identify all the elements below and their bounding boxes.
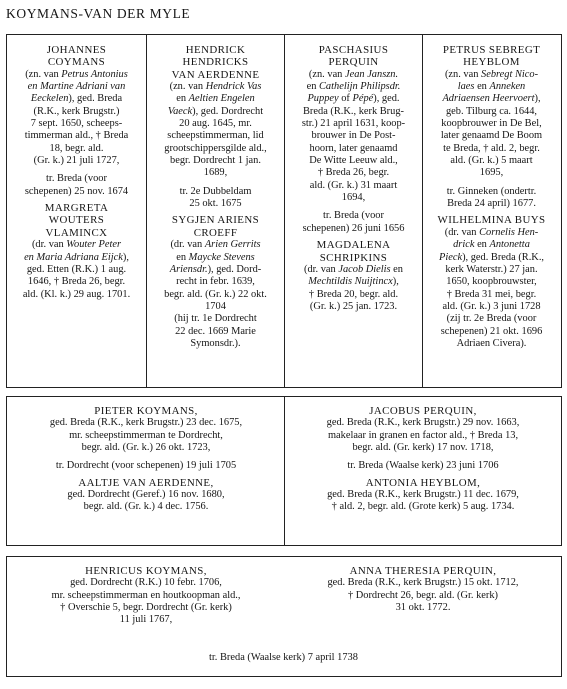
bio-line	[286, 106, 421, 118]
final-marriage: tr. Breda (Waalse kerk) 7 april 1738	[209, 652, 358, 663]
bio-line	[286, 301, 421, 313]
bio-text: (hij tr. 1e Dordrecht	[174, 313, 257, 325]
bio-text: str.) 21 april 1631, koop-	[301, 118, 406, 130]
bio-line	[148, 252, 283, 264]
bio-text: 1695,	[479, 167, 504, 179]
bio-text: ged. Etten (R.K.) 1 aug.	[26, 263, 127, 275]
bio-line	[10, 489, 282, 501]
bio-line	[424, 143, 559, 155]
person-name: PASCHASIUS	[318, 44, 389, 56]
bio-line	[8, 81, 145, 93]
bio-italic-text: Adriaensen Heervoert	[442, 93, 535, 105]
bio-line	[148, 167, 283, 179]
bio-line	[287, 577, 559, 589]
divider	[422, 34, 423, 387]
bio-text: (dr. van	[31, 239, 67, 251]
person-name: HENDRICKS	[182, 56, 249, 69]
bio-text: (Gr. k.) 21 juli 1727,	[33, 155, 120, 167]
bio-text: (dr. van	[170, 239, 205, 251]
bio-italic-text: Puppey	[307, 93, 339, 105]
bio-line	[424, 313, 559, 325]
bio-italic-text: Wouter Peter	[66, 239, 122, 251]
person-cell	[10, 565, 282, 627]
bio-italic-text: Pépé	[352, 93, 374, 105]
bio-line	[424, 81, 559, 93]
couple-cell	[148, 44, 283, 350]
bio-text: † Breda 20, begr. ald.	[308, 288, 399, 300]
bio-line	[286, 93, 421, 105]
bio-text: ), ged. Breda (R.K.,	[462, 251, 545, 263]
bio-text: koopbrouwer in De Bel,	[441, 118, 542, 130]
bio-italic-text: en Maria Adriana Eijck	[24, 251, 123, 263]
bio-line	[10, 590, 282, 602]
bio-italic-text: Anneken	[489, 81, 526, 93]
bio-line	[8, 276, 145, 288]
bio-line	[8, 289, 145, 301]
bio-line	[424, 93, 559, 105]
person-name: SCHRIPKINS	[319, 251, 388, 264]
bio-line	[10, 417, 282, 429]
bio-line	[424, 155, 559, 167]
bio-italic-text: Jacob Dielis	[338, 263, 391, 275]
bio-text: 20 aug. 1645, mr.	[179, 118, 252, 130]
bio-line	[10, 577, 282, 589]
bio-text: 1689,	[203, 167, 228, 179]
couple-cell	[286, 44, 421, 313]
page-title: KOYMANS-VAN DER MYLE	[6, 6, 191, 21]
bio-line	[8, 239, 145, 251]
bio-italic-text: Antonetta	[489, 239, 530, 251]
bio-line	[424, 118, 559, 130]
bio-text: brouwer in De Post-	[311, 130, 396, 142]
divider	[284, 34, 285, 387]
bio-text: en	[306, 81, 319, 93]
person-name: ANTONIA HEYBLOM,	[365, 476, 481, 489]
bio-line	[424, 276, 559, 288]
bio-line	[148, 106, 283, 118]
bio-text: of	[338, 93, 353, 105]
person-name: HEYBLOM	[463, 56, 520, 69]
bio-line	[8, 118, 145, 130]
bio-line	[287, 602, 559, 614]
bio-text: Adriaen Civera).	[456, 337, 527, 349]
bio-text: ald. (Kl. k.) 29 aug. 1701.	[22, 288, 131, 300]
bio-line	[287, 489, 559, 501]
bio-text: ald. (Gr. k.) 5 maart	[450, 155, 533, 167]
bio-line	[148, 313, 283, 325]
bio-text: schepenen) 21 okt. 1696	[440, 325, 543, 337]
bio-line	[8, 106, 145, 118]
bio-line	[148, 130, 283, 142]
bio-line	[148, 155, 283, 167]
bio-text: Symonsdr.).	[190, 337, 241, 349]
bio-line	[424, 338, 559, 350]
person-name: PERQUIN	[328, 56, 379, 69]
bio-line	[148, 81, 283, 93]
person-name: ANNA THERESIA PERQUIN,	[349, 565, 497, 577]
bio-line	[286, 130, 421, 142]
bio-italic-text: Cathelijn Philipsdr.	[319, 81, 401, 93]
bio-line	[287, 430, 559, 442]
bio-line	[424, 227, 559, 239]
bio-line	[286, 118, 421, 130]
marriage-line: tr. Breda (voor	[46, 173, 107, 185]
bio-text: ), ged. Breda	[68, 93, 123, 105]
bio-line	[286, 264, 421, 276]
marriage-line: tr. Ginneken (ondertr.	[446, 185, 537, 197]
bio-text: (zij tr. 2e Breda (voor	[446, 313, 537, 325]
bio-text: en	[474, 81, 490, 93]
bio-line	[148, 239, 283, 251]
bio-text: ), ged.	[373, 93, 400, 105]
bio-text: mr. scheepstimmerman en houtkoopman ald.,	[51, 589, 241, 601]
bio-text: † Overschie 5, begr. Dordrecht (Gr. kerk)	[60, 602, 232, 614]
marriage-line: tr. Breda (Waalse kerk) 23 juni 1706	[347, 460, 499, 472]
bio-text: hoorn, later genaamd	[309, 142, 398, 154]
bio-italic-text: Vaeck	[167, 105, 193, 117]
bio-line	[10, 430, 282, 442]
marriage-line: tr. Breda (voor	[323, 210, 384, 222]
person-name: VLAMINCX	[45, 226, 108, 239]
bio-line	[286, 155, 421, 167]
bio-text: en	[390, 263, 403, 275]
bio-line	[424, 289, 559, 301]
bio-text: te Breda, † ald. 2, begr.	[443, 142, 540, 154]
person-name: MAGDALENA	[316, 239, 391, 252]
bio-text: 1694,	[341, 192, 366, 204]
bio-text: (dr. van	[444, 226, 480, 238]
bio-text: begr. ald. (Gr. k.) 4 dec. 1756.	[83, 501, 209, 513]
person-name: PETRUS SEBREGT	[442, 44, 541, 56]
marriage-line: tr. Dordrecht (voor schepenen) 19 juli 1705	[55, 460, 237, 472]
bio-line	[287, 417, 559, 429]
bio-text: recht in febr. 1639,	[176, 276, 255, 288]
bio-text: † ald. 2, begr. ald. (Grote kerk) 5 aug. 1734.	[331, 501, 515, 513]
bio-line	[286, 180, 421, 192]
bio-italic-text: drick	[453, 239, 475, 251]
person-name: MARGRETA	[44, 202, 109, 215]
person-name: COYMANS	[47, 56, 106, 69]
bio-line	[424, 69, 559, 81]
bio-text: 11 juli 1767,	[119, 614, 173, 626]
bio-text: timmerman ald., † Breda	[24, 130, 129, 142]
bio-text: De Witte Leeuw ald.,	[309, 155, 398, 167]
bio-italic-text: Sebregt Nico-	[481, 68, 539, 80]
bio-text: grootschippersgilde ald.,	[164, 142, 267, 154]
bio-text: † Breda 26, begr.	[317, 167, 390, 179]
bio-italic-text: Cornelis Hen-	[479, 226, 539, 238]
bio-text: (zn. van	[308, 68, 345, 80]
bio-line	[286, 192, 421, 204]
bio-italic-text: Ariensdr.	[169, 263, 208, 275]
bio-line	[148, 338, 283, 350]
divider	[284, 396, 285, 545]
bio-line	[10, 614, 282, 626]
bio-text: † Breda 31 mei, begr.	[446, 288, 537, 300]
couple-cell	[424, 44, 559, 350]
bio-text: begr. ald. (Gr. k.) 22 okt.	[164, 288, 267, 300]
bio-text: ged. Breda (R.K., kerk Brugstr.) 29 nov. 1663,	[326, 417, 520, 429]
bio-line	[10, 501, 282, 513]
bio-line	[8, 264, 145, 276]
person-name: SYGJEN ARIENS	[171, 214, 260, 227]
bio-text: ),	[122, 251, 129, 263]
marriage-line: Breda 24 april) 1677.	[447, 198, 536, 210]
bio-line	[424, 106, 559, 118]
bio-line	[8, 93, 145, 105]
marriage-line: tr. 2e Dubbeldam	[179, 185, 252, 197]
bio-text: 1650, koopbrouwster,	[446, 276, 537, 288]
bio-line	[424, 264, 559, 276]
bio-line	[424, 130, 559, 142]
bio-italic-text: en Martine Adriani van	[27, 81, 126, 93]
bio-line	[148, 143, 283, 155]
bio-line	[287, 590, 559, 602]
bio-line	[148, 276, 283, 288]
bio-text: ), ged. Dordrecht	[192, 105, 264, 117]
bio-text: 7 sept. 1650, scheeps-	[30, 118, 123, 130]
bio-line	[10, 442, 282, 454]
person-name: JOHANNES	[46, 44, 107, 56]
bio-line	[148, 264, 283, 276]
bio-text: en	[474, 239, 490, 251]
bio-line	[286, 276, 421, 288]
bio-line	[286, 81, 421, 93]
bio-text: Breda (R.K., kerk Brug-	[303, 105, 404, 117]
bio-line	[8, 143, 145, 155]
person-name: HENRICUS KOYMANS,	[85, 565, 207, 577]
bio-text: kerk Waterstr.) 27 jan.	[445, 263, 538, 275]
bio-text: ged. Dordrecht (Geref.) 16 nov. 1680,	[67, 489, 225, 501]
bio-text: 22 dec. 1669 Marie	[175, 325, 256, 337]
bio-text: ged. Dordrecht (R.K.) 10 febr. 1706,	[70, 577, 222, 589]
bio-text: (zn. van	[444, 68, 482, 80]
bio-text: en	[176, 251, 189, 263]
bio-line	[148, 301, 283, 313]
bio-line	[148, 326, 283, 338]
bio-text: (zn. van	[25, 68, 62, 80]
bio-line	[286, 289, 421, 301]
marriage-line: 25 okt. 1675	[189, 198, 242, 210]
divider	[146, 34, 147, 387]
bio-text: ged. Breda (R.K., kerk Brugstr.) 23 dec. 1675,	[49, 417, 243, 429]
bio-line	[148, 289, 283, 301]
couple-cell	[10, 405, 282, 514]
bio-italic-text: Maycke Stevens	[188, 251, 255, 263]
bio-text: begr. ald. (Gr. kerk) 17 nov. 1718,	[352, 442, 494, 454]
bio-line	[286, 69, 421, 81]
person-name: WOUTERS	[48, 214, 105, 227]
bio-text: ),	[534, 93, 541, 105]
bio-text: mr. scheepstimmerman te Dordrecht,	[69, 429, 223, 441]
bio-text: geb. Tilburg ca. 1644,	[445, 105, 538, 117]
bio-line	[424, 167, 559, 179]
bio-text: later genaamd De Boom	[440, 130, 543, 142]
bio-line	[424, 239, 559, 251]
person-name: VAN AERDENNE	[171, 68, 260, 81]
bio-line	[10, 602, 282, 614]
bio-line	[148, 93, 283, 105]
marriage-line: schepenen) 26 juni 1656	[302, 222, 405, 234]
bio-text: † Dordrecht 26, begr. ald. (Gr. kerk)	[347, 589, 499, 601]
bio-line	[8, 155, 145, 167]
bio-italic-text: Jean Janszn.	[344, 68, 399, 80]
bio-italic-text: laes	[457, 81, 475, 93]
bio-italic-text: Petrus Antonius	[61, 68, 128, 80]
couple-cell	[8, 44, 145, 301]
bio-text: begr. Dordrecht 1 jan.	[170, 155, 261, 167]
bio-text: (Gr. k.) 25 jan. 1723.	[309, 300, 398, 312]
bio-text: 31 okt. 1772.	[395, 602, 451, 614]
bio-line	[286, 167, 421, 179]
bio-text: (dr. van	[304, 263, 339, 275]
bio-text: begr. ald. (Gr. k.) 26 okt. 1723,	[81, 442, 211, 454]
couple-cell	[287, 405, 559, 514]
person-name: CROEFF	[193, 226, 238, 239]
person-name: JACOBUS PERQUIN,	[369, 405, 477, 417]
bio-line	[8, 130, 145, 142]
bio-text: (R.K., kerk Brugstr.)	[33, 105, 120, 117]
marriage-line: schepenen) 25 nov. 1674	[24, 185, 129, 197]
bio-line	[286, 143, 421, 155]
bio-text: ),	[392, 276, 399, 288]
bio-text: ), ged. Dord-	[207, 263, 262, 275]
bio-line	[8, 252, 145, 264]
bio-text: ald. (Gr. k.) 31 maart	[309, 179, 398, 191]
bio-line	[424, 301, 559, 313]
person-name: WILHELMINA BUYS	[437, 214, 546, 227]
bio-italic-text: Aeltien Engelen	[188, 93, 255, 105]
bio-line	[424, 326, 559, 338]
bio-line	[287, 442, 559, 454]
bio-italic-text: Mechtildis Nuijtincx	[308, 276, 393, 288]
bio-italic-text: Hendrick Vas	[205, 81, 262, 93]
bio-text: scheepstimmerman, lid	[167, 130, 264, 142]
bio-italic-text: Eeckelen	[30, 93, 69, 105]
bio-italic-text: Pieck	[438, 251, 463, 263]
bio-line	[148, 118, 283, 130]
bio-text: 18, begr. ald.	[49, 142, 104, 154]
bio-italic-text: Arien Gerrits	[204, 239, 261, 251]
bio-text: ged. Breda (R.K., kerk Brugstr.) 11 dec. 1679,	[327, 489, 519, 501]
bio-line	[8, 69, 145, 81]
bio-line	[287, 501, 559, 513]
person-cell	[287, 565, 559, 614]
bio-text: (zn. van	[169, 81, 206, 93]
bio-text: 1646, † Breda 26, begr.	[27, 276, 126, 288]
person-name: PIETER KOYMANS,	[94, 405, 198, 417]
bio-text: 1704	[205, 300, 226, 312]
bio-line	[424, 252, 559, 264]
bio-text: ald. (Gr. k.) 3 juni 1728	[442, 300, 541, 312]
bio-text: makelaar in granen en factor ald., † Breda 13,	[327, 429, 519, 441]
bio-text: ged. Breda (R.K., kerk Brugstr.) 15 okt. 1712,	[327, 577, 519, 589]
person-name: AALTJE VAN AERDENNE,	[78, 476, 214, 489]
bio-text: en	[176, 93, 189, 105]
person-name: HENDRICK	[185, 44, 246, 56]
